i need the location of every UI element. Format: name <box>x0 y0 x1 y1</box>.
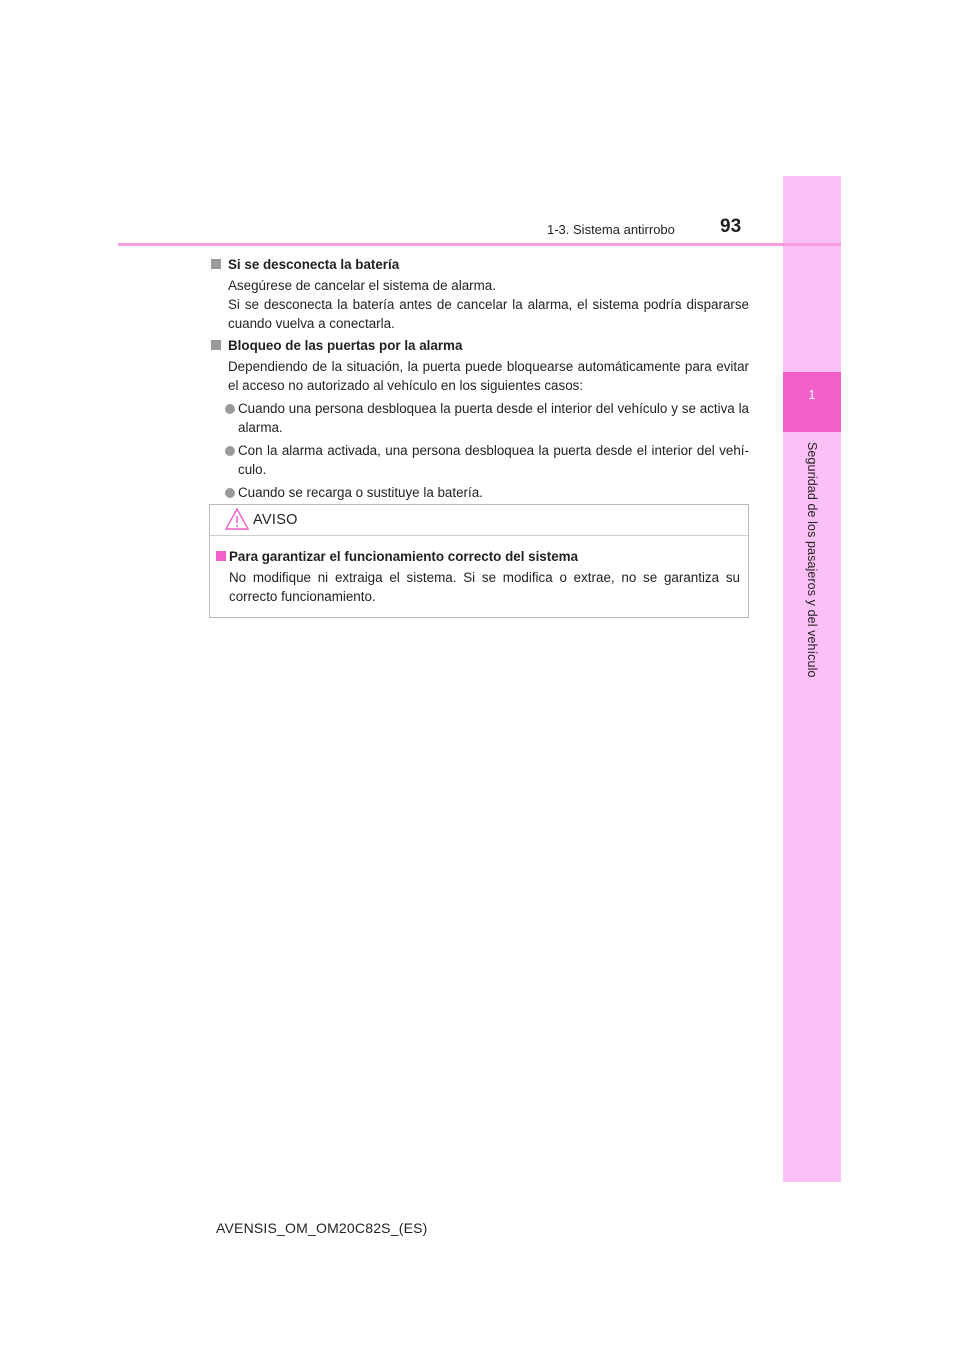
round-bullet-icon <box>225 488 235 498</box>
section-header: 1-3. Sistema antirrobo <box>547 222 675 237</box>
chapter-title: Seguridad de los pasajeros y del vehículo <box>805 442 819 678</box>
document-code: AVENSIS_OM_OM20C82S_(ES) <box>216 1220 428 1236</box>
warning-header <box>210 505 748 536</box>
section-heading-battery: Si se desconecta la batería <box>211 255 749 274</box>
chapter-marker <box>783 372 841 432</box>
list-item: Con la alarma activada, una persona desbloquea la puerta desde el interior del vehí-culo. <box>211 441 749 479</box>
warning-heading: Para garantizar el funcionamiento correcto del sistema <box>210 547 740 566</box>
side-tab <box>783 176 841 1182</box>
round-bullet-icon <box>225 404 235 414</box>
main-content <box>211 255 749 502</box>
square-bullet-icon <box>211 340 221 350</box>
warning-text: No modifique ni extraiga el sistema. Si se modifica o extrae, no se garantiza su correcto funcionamiento. <box>229 570 740 604</box>
list-item: Cuando una persona desbloquea la puerta desde el interior del vehículo y se activa la alarma. <box>211 399 749 437</box>
square-bullet-icon <box>216 551 226 561</box>
paragraph: Asegúrese de cancelar el sistema de alarma. <box>228 278 496 293</box>
warning-title: AVISO <box>253 512 298 528</box>
list-item: Cuando se recarga o sustituye la batería. <box>211 483 749 502</box>
warning-body <box>210 536 748 606</box>
round-bullet-icon <box>225 446 235 456</box>
warning-triangle-icon <box>225 508 249 530</box>
paragraph: Dependiendo de la situación, la puerta puede bloquearse automáticamente para evitar el acceso no autorizado al vehículo en los siguientes casos: <box>228 359 749 393</box>
warning-box <box>209 504 749 618</box>
chapter-number: 1 <box>808 387 816 402</box>
header-rule <box>118 243 841 246</box>
square-bullet-icon <box>211 259 221 269</box>
section-heading-door-lock: Bloqueo de las puertas por la alarma <box>211 336 749 355</box>
page-number: 93 <box>720 216 742 237</box>
paragraph: Si se desconecta la batería antes de cancelar la alarma, el sistema podría dispararse cuando vuelva a conectarla. <box>228 297 749 331</box>
